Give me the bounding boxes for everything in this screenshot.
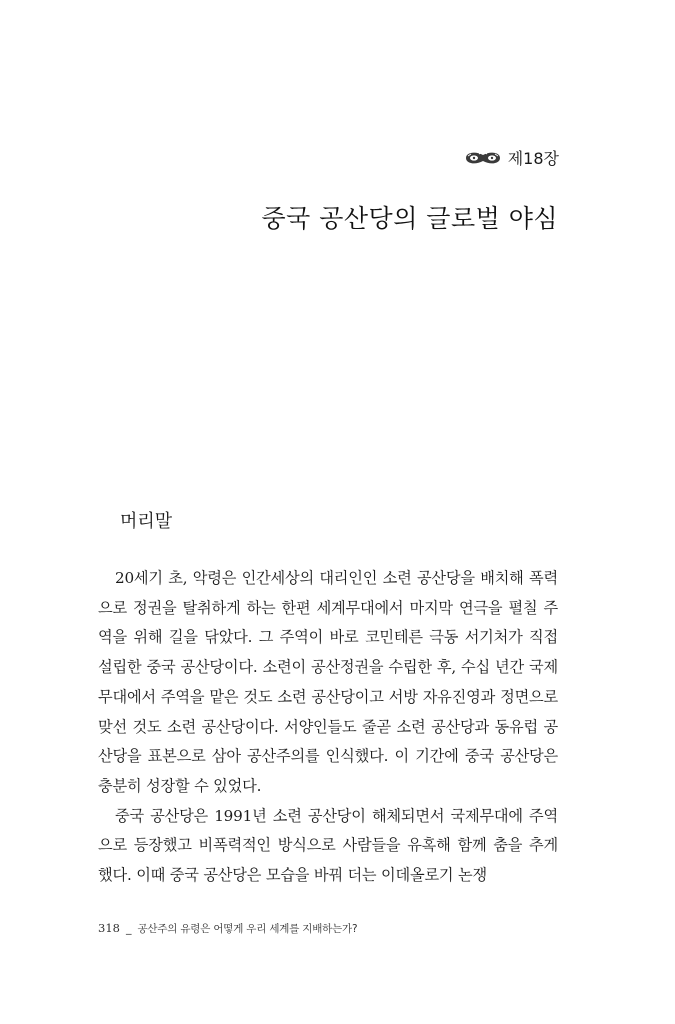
paragraph: 20세기 초, 악령은 인간세상의 대리인인 소련 공산당을 배치해 폭력으로 정권을 탈취하게 하는 한편 세계무대에서 마지막 연극을 펼칠 주역을 위해 길을 닦았다. 그 주역이 바로 코민테른 극동 서기처가 직접 설립한 중국 공산당이다. 소련이 공산정권을 수립한 후, 수십 년간 국제무대에서 주역을 맡은 것도 소련 공산당이고 서방 자유진영과 정면으로 맞선 것도 소련 공산당이다. 서양인들도 줄곧 소련 공산당과 동유럽 공산당을 표본으로 삼아 공산주의를 인식했다. 이 기간에 중국 공산당은 충분히 성장할 수 있었다. (98, 569, 558, 795)
running-title: 공산주의 유령은 어떻게 우리 세계를 지배하는가? (137, 923, 358, 935)
page-number: 318 (98, 921, 120, 935)
body-text (98, 564, 558, 891)
paragraph: 중국 공산당은 1991년 소련 공산당이 해체되면서 국제무대에 주역으로 등장했고 비폭력적인 방식으로 사람들을 유혹해 함께 춤을 추게 했다. 이때 중국 공산당은 모습을 바꿔 더는 이데올로기 논쟁 (98, 806, 558, 885)
chapter-number: 제18장 (507, 149, 559, 168)
page-footer (98, 921, 357, 936)
chapter-label (464, 146, 559, 169)
mask-ornament-icon (464, 149, 502, 167)
footer-separator: _ (125, 922, 132, 935)
section-heading: 머리말 (120, 511, 173, 532)
chapter-title: 중국 공산당의 글로벌 야심 (261, 204, 558, 233)
